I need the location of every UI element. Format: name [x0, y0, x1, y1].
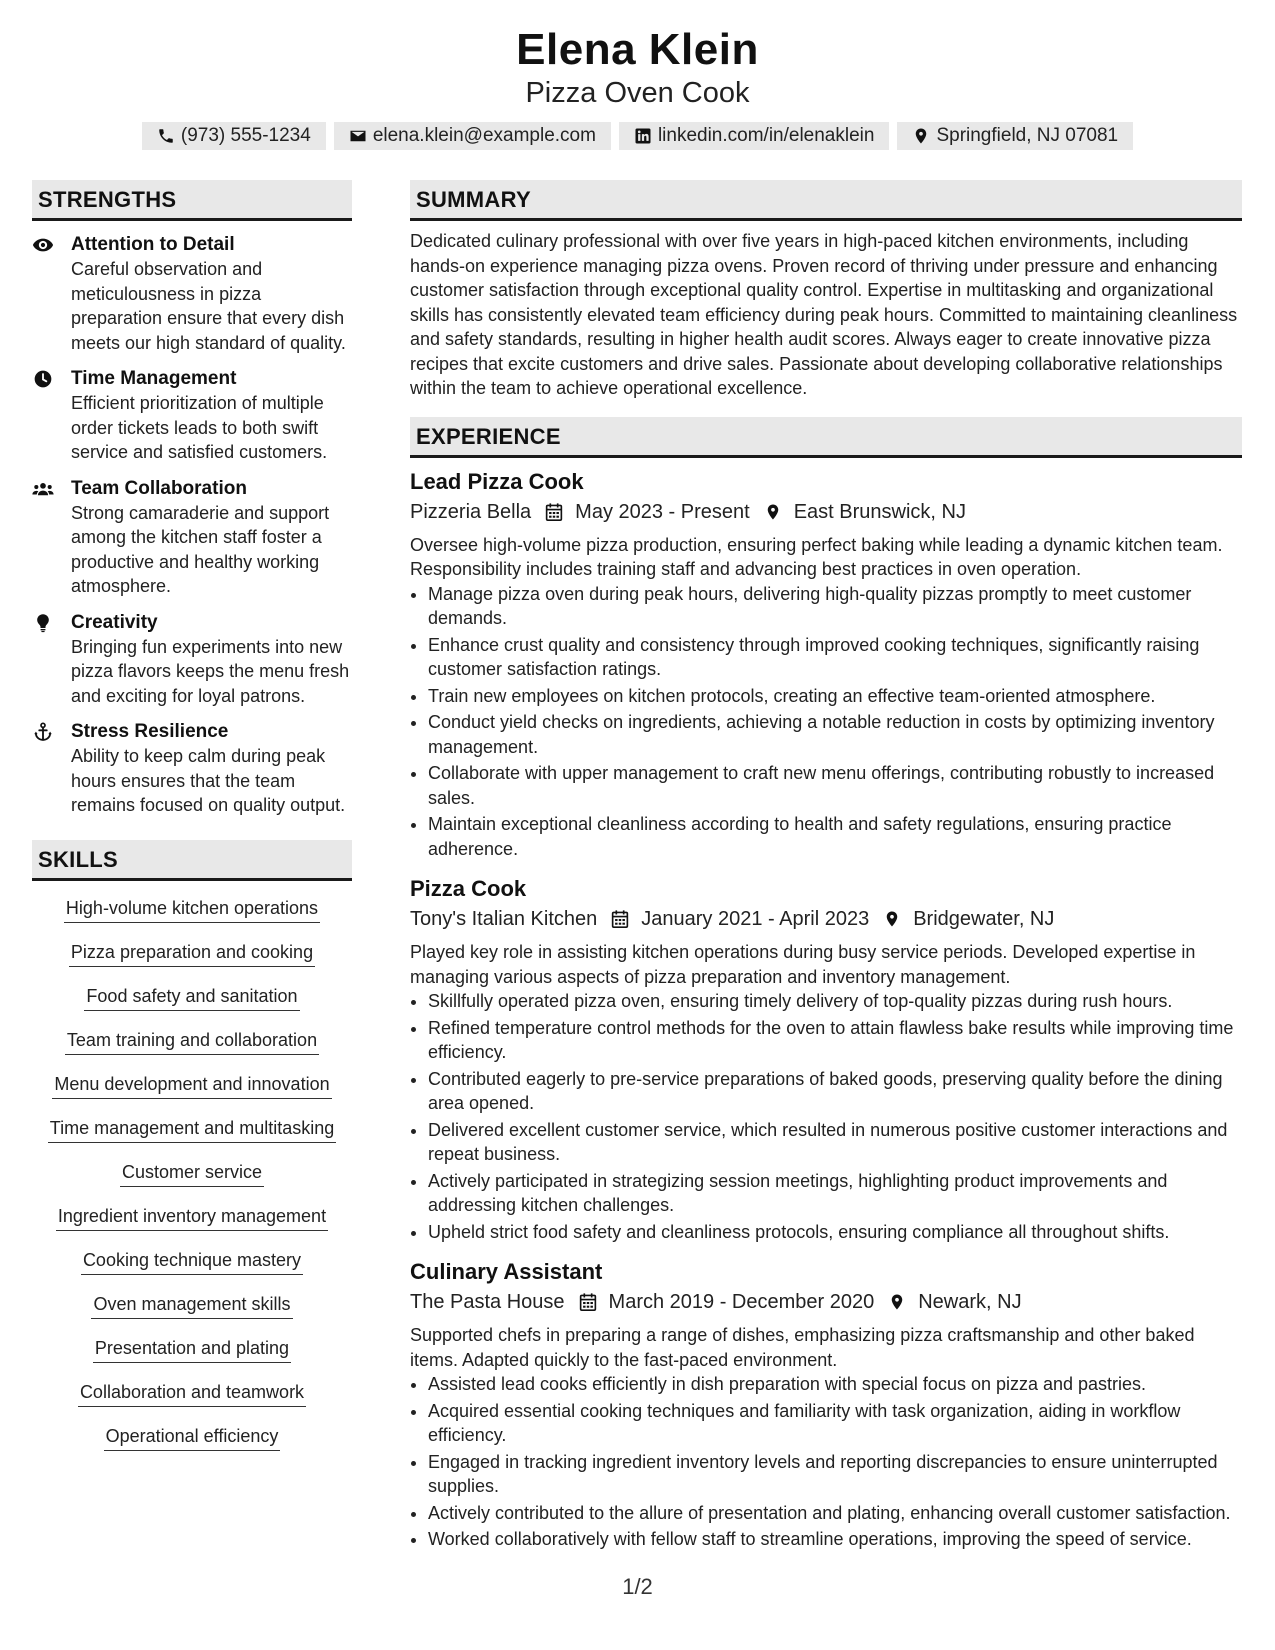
job-bullet: • Skillfully operated pizza oven, ensuring timely delivery of top-quality pizzas during rush hours. [428, 989, 1242, 1014]
job-company: The Pasta House [410, 1291, 565, 1313]
phone-text: (973) 555-1234 [180, 125, 311, 146]
calendar-icon [579, 1292, 597, 1312]
strength-title: Attention to Detail [71, 234, 235, 255]
skill-item [32, 1071, 352, 1099]
eye-icon [32, 235, 56, 255]
job-bullet: • Refined temperature control methods for the oven to attain flawless bake results while improving time efficiency. [428, 1016, 1242, 1065]
skill-label: Ingredient inventory management [56, 1203, 328, 1231]
skill-item [32, 1291, 352, 1319]
skill-item [32, 895, 352, 923]
job-bullets [410, 989, 1242, 1244]
strength-item [32, 367, 352, 465]
strength-item [32, 720, 352, 818]
job-bullet: • Engaged in tracking ingredient inventory levels and reporting discrepancies to ensure uninterrupted supplies. [428, 1450, 1242, 1499]
map-marker-icon [764, 502, 782, 522]
email-text[interactable]: elena.klein@example.com [372, 125, 596, 146]
candidate-name: Elena Klein [516, 25, 759, 74]
linkedin-icon [634, 127, 652, 145]
job-title: Pizza Cook [410, 876, 527, 901]
skill-item [32, 1159, 352, 1187]
job-location: Newark, NJ [918, 1291, 1022, 1313]
strength-item [32, 477, 352, 599]
job-entry [410, 468, 1242, 862]
job-title: Lead Pizza Cook [410, 468, 584, 494]
job-bullets [410, 582, 1242, 862]
page-number: 1/2 [622, 1574, 653, 1599]
job-desc: Supported chefs in preparing a range of dishes, emphasizing pizza craftsmanship and other baked items. Adapted quickly to the fast-paced environment. [410, 1325, 1195, 1370]
map-marker-icon [888, 1292, 906, 1312]
strength-title: Stress Resilience [71, 721, 229, 742]
job-bullet: • Upheld strict food safety and cleanliness protocols, ensuring compliance all throughout shifts. [428, 1220, 1242, 1245]
job-bullet: • Acquired essential cooking techniques and familiarity with task organization, aiding in workflow efficiency. [428, 1399, 1242, 1448]
left-column [32, 180, 352, 1467]
job-meta [410, 904, 1242, 934]
strength-desc: Efficient prioritization of multiple order tickets leads to both swift service and satisfied customers. [71, 393, 328, 462]
contact-phone [142, 122, 326, 150]
contact-linkedin [619, 122, 890, 150]
job-bullet: • Worked collaboratively with fellow staff to streamline operations, improving the speed of service. [428, 1527, 1242, 1552]
phone-icon [157, 127, 175, 145]
job-bullet: • Maintain exceptional cleanliness according to health and safety regulations, ensuring practice adherence. [428, 812, 1242, 861]
candidate-title: Pizza Oven Cook [525, 77, 750, 109]
job-meta [410, 1287, 1242, 1317]
job-company: Tony's Italian Kitchen [410, 908, 598, 930]
job-title: Culinary Assistant [410, 1259, 603, 1284]
strength-desc: Careful observation and meticulousness in pizza preparation ensure that every dish meets our high standard of quality. [71, 259, 346, 353]
summary-heading: SUMMARY [410, 180, 1242, 221]
skill-item [32, 939, 352, 967]
strength-item [32, 611, 352, 709]
job-bullet: • Contributed eagerly to pre-service preparations of baked goods, preserving quality before the dining area opened. [428, 1067, 1242, 1116]
map-marker-icon [883, 909, 901, 929]
calendar-icon [545, 502, 563, 522]
skill-item [32, 1335, 352, 1363]
job-dates: May 2023 - Present [575, 500, 750, 523]
anchor-icon [32, 722, 56, 742]
skill-label: Team training and collaboration [65, 1027, 319, 1055]
skill-label: Presentation and plating [93, 1335, 291, 1363]
job-bullet: • Actively participated in strategizing session meetings, highlighting product improvements and addressing kitchen challenges. [428, 1169, 1242, 1218]
users-icon [32, 479, 56, 499]
job-meta [410, 497, 1242, 527]
job-bullet: • Enhance crust quality and consistency through improved cooking techniques, significantly raising customer satisfaction ratings. [428, 633, 1242, 682]
skill-item [32, 1379, 352, 1407]
job-bullet: • Collaborate with upper management to craft new menu offerings, contributing robustly to increased sales. [428, 761, 1242, 810]
map-marker-icon [912, 127, 930, 145]
skill-label: Pizza preparation and cooking [69, 939, 315, 967]
job-location: East Brunswick, NJ [793, 500, 966, 523]
contact-location [897, 122, 1133, 150]
summary-text: Dedicated culinary professional with over five years in high-paced kitchen environments, including hands-on experience managing pizza ovens. Proven record of thriving under pressure and enhancing customer satisfaction through exceptional quality control. Expertise in multitasking and organizational skills has consistently elevated team efficiency during peak hours. Committed to maintaining cleanliness and safety standards, resulting in higher health audit scores. Always eager to create innovative pizza recipes that excite customers and drive sales. Passionate about developing collaborative relationships within the team to achieve operational excellence. [410, 231, 1238, 398]
skill-label: Cooking technique mastery [81, 1247, 303, 1275]
strength-desc: Strong camaraderie and support among the kitchen staff foster a productive and healthy working atmosphere. [71, 502, 330, 596]
strength-title: Team Collaboration [71, 477, 247, 499]
job-bullet: • Train new employees on kitchen protocols, creating an effective team-oriented atmosphere. [428, 684, 1242, 709]
job-desc: Oversee high-volume pizza production, ensuring perfect baking while leading a dynamic kitchen team. Responsibility includes training staff and advancing best practices in oven operation. [410, 534, 1223, 579]
job-company: Pizzeria Bella [410, 500, 532, 523]
job-location: Bridgewater, NJ [913, 908, 1055, 930]
skill-label: High-volume kitchen operations [64, 895, 320, 923]
skill-label: Oven management skills [91, 1291, 292, 1319]
contact-bar [0, 122, 1275, 150]
skill-label: Collaboration and teamwork [78, 1379, 306, 1407]
job-entry [410, 1258, 1242, 1552]
clock-icon [32, 369, 56, 389]
job-entry [410, 875, 1242, 1244]
skill-item [32, 1027, 352, 1055]
linkedin-text[interactable]: linkedin.com/in/elenaklein [657, 125, 875, 146]
job-bullet: • Manage pizza oven during peak hours, delivering high-quality pizzas promptly to meet customer demands. [428, 582, 1242, 631]
skill-label: Time management and multitasking [48, 1115, 336, 1143]
strengths-heading: STRENGTHS [32, 180, 352, 221]
envelope-icon [349, 127, 367, 145]
strength-desc: Ability to keep calm during peak hours ensures that the team remains focused on quality output. [71, 746, 346, 815]
skill-label: Food safety and sanitation [84, 983, 299, 1011]
job-dates: January 2021 - April 2023 [641, 908, 870, 930]
job-bullet: • Assisted lead cooks efficiently in dish preparation with special focus on pizza and pastries. [428, 1372, 1242, 1397]
job-bullet: • Conduct yield checks on ingredients, achieving a notable reduction in costs by optimizing inventory management. [428, 710, 1242, 759]
skill-item [32, 983, 352, 1011]
location-text: Springfield, NJ 07081 [936, 125, 1119, 146]
contact-email [334, 122, 611, 150]
experience-heading: EXPERIENCE [410, 417, 1242, 458]
skill-item [32, 1203, 352, 1231]
skill-label: Operational efficiency [104, 1423, 281, 1451]
calendar-icon [611, 909, 629, 929]
skills-heading: SKILLS [32, 840, 352, 881]
skill-item [32, 1423, 352, 1451]
skills-list [32, 895, 352, 1451]
strength-item [32, 233, 352, 355]
skill-item [32, 1247, 352, 1275]
strength-title: Time Management [71, 368, 237, 389]
job-desc: Played key role in assisting kitchen operations during busy service periods. Developed expertise in managing various aspects of pizza preparation and inventory management. [410, 942, 1196, 987]
job-bullet: • Delivered excellent customer service, which resulted in numerous positive customer interactions and repeat business. [428, 1118, 1242, 1167]
lightbulb-icon [32, 613, 56, 633]
job-bullet: • Actively contributed to the allure of presentation and plating, enhancing overall customer satisfaction. [428, 1501, 1242, 1526]
strength-desc: Bringing fun experiments into new pizza flavors keeps the menu fresh and exciting for loyal patrons. [71, 636, 350, 706]
job-bullets [410, 1372, 1242, 1552]
right-column [410, 180, 1242, 1554]
skill-label: Customer service [120, 1159, 264, 1187]
job-dates: March 2019 - December 2020 [608, 1291, 875, 1313]
skill-item [32, 1115, 352, 1143]
strength-title: Creativity [71, 611, 158, 633]
resume-header [0, 24, 1275, 150]
skill-label: Menu development and innovation [52, 1071, 331, 1099]
